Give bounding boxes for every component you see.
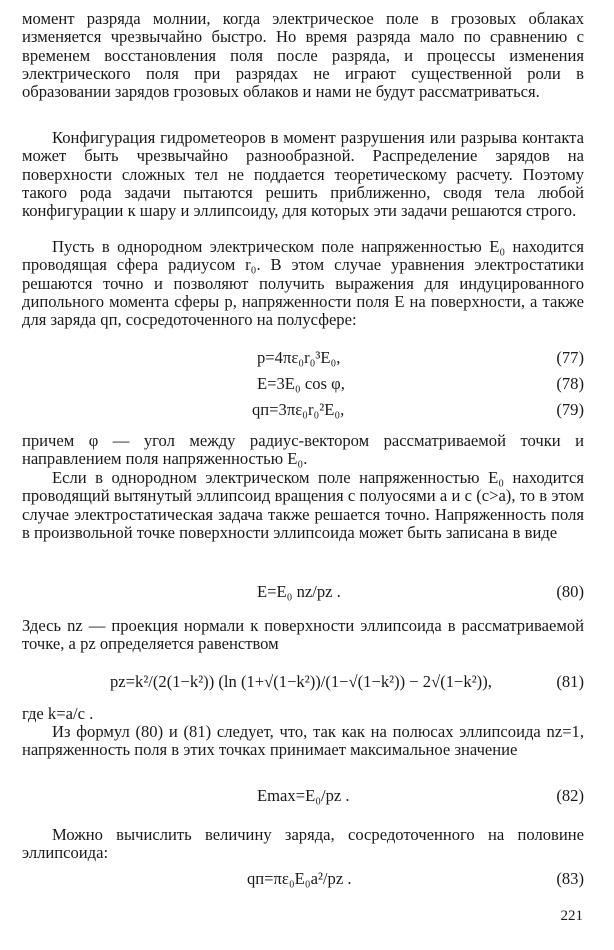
equation-80-number: (80): [556, 582, 584, 601]
paragraph-3: Пусть в однородном электрическом поле напряженностью E₀ находится проводящая сфера радиусом r₀. В этом случае уравнения электростатики решаются точно и позволяют получить выражения для индуцированного дипольного момента сферы p, напряженности поля E на поверхности, а также для заряда qп, сосредоточенного на полусфере:: [22, 237, 584, 330]
paragraph-1: момент разряда молнии, когда электрическое поле в грозовых облаках изменяется чрезвычайно быстро. Но время разряда мало по сравнению с временем восстановления поля после разряда, и процессы изменения электрического поля при разрядах не играют существенной роли в образовании зарядов грозовых облаков и нами не будут рассматриваться.: [22, 9, 584, 102]
equation-80-formula: E=E₀ nz/pz .: [257, 582, 341, 601]
equation-77: [22, 347, 584, 371]
paragraph-8: Из формул (80) и (81) следует, что, так как на полюсах эллипсоида nz=1, напряженность поля в этих точках принимает максимальное значение: [22, 722, 584, 760]
equation-81-formula: pz=k²/(2(1−k²)) (ln (1+√(1−k²))/(1−√(1−k²)) − 2√(1−k²)),: [110, 672, 492, 691]
page-number: 221: [560, 908, 583, 924]
equation-78-number: (78): [556, 374, 584, 393]
equation-81-number: (81): [556, 672, 584, 691]
equation-81: [22, 656, 584, 708]
paragraph-7: где k=a/c .: [22, 704, 94, 723]
equation-82: [22, 770, 584, 822]
paragraph-9: Можно вычислить величину заряда, сосредоточенного на половине эллипсоида:: [22, 825, 584, 863]
paragraph-5: Если в однородном электрическом поле напряженностью E₀ находится проводящий вытянутый эллипсоид вращения с полуосями a и c (c>a), то в этом случае электростатическая задача также решается точно. Напряженность поля в произвольной точке поверхности эллипсоида может быть записана в виде: [22, 468, 584, 543]
equation-83: [22, 853, 584, 905]
paragraph-6: Здесь nz — проекция нормали к поверхности эллипсоида в рассматриваемой точке, а pz определяется равенством: [22, 616, 584, 654]
equation-79-number: (79): [556, 400, 584, 419]
equation-80: [22, 566, 584, 618]
paragraph-4: причем φ — угол между радиус-вектором рассматриваемой точки и направлением поля напряженностью E₀.: [22, 431, 584, 469]
equation-77-formula: p=4πε₀r₀³E₀,: [257, 348, 341, 367]
equation-78-formula: E=3E₀ cos φ,: [257, 374, 345, 393]
paragraph-2: Конфигурация гидрометеоров в момент разрушения или разрыва контакта может быть чрезвычайно разнообразной. Распределение зарядов на поверхности сложных тел не поддается теоретическому расчету. Поэтому такого рода задачи пытаются решить приближенно, сводя тела любой конфигурации к шару и эллипсоиду, для которых эти задачи решаются строго.: [22, 128, 584, 221]
equation-82-formula: Emax=E₀/pz .: [257, 786, 350, 805]
equation-82-number: (82): [556, 786, 584, 805]
equation-79: [22, 399, 584, 423]
equation-78: [22, 373, 584, 397]
equation-77-number: (77): [556, 348, 584, 367]
equation-83-number: (83): [556, 869, 584, 888]
equation-83-formula: qп=πε₀E₀a²/pz .: [247, 869, 352, 888]
equation-79-formula: qп=3πε₀r₀²E₀,: [252, 400, 345, 419]
